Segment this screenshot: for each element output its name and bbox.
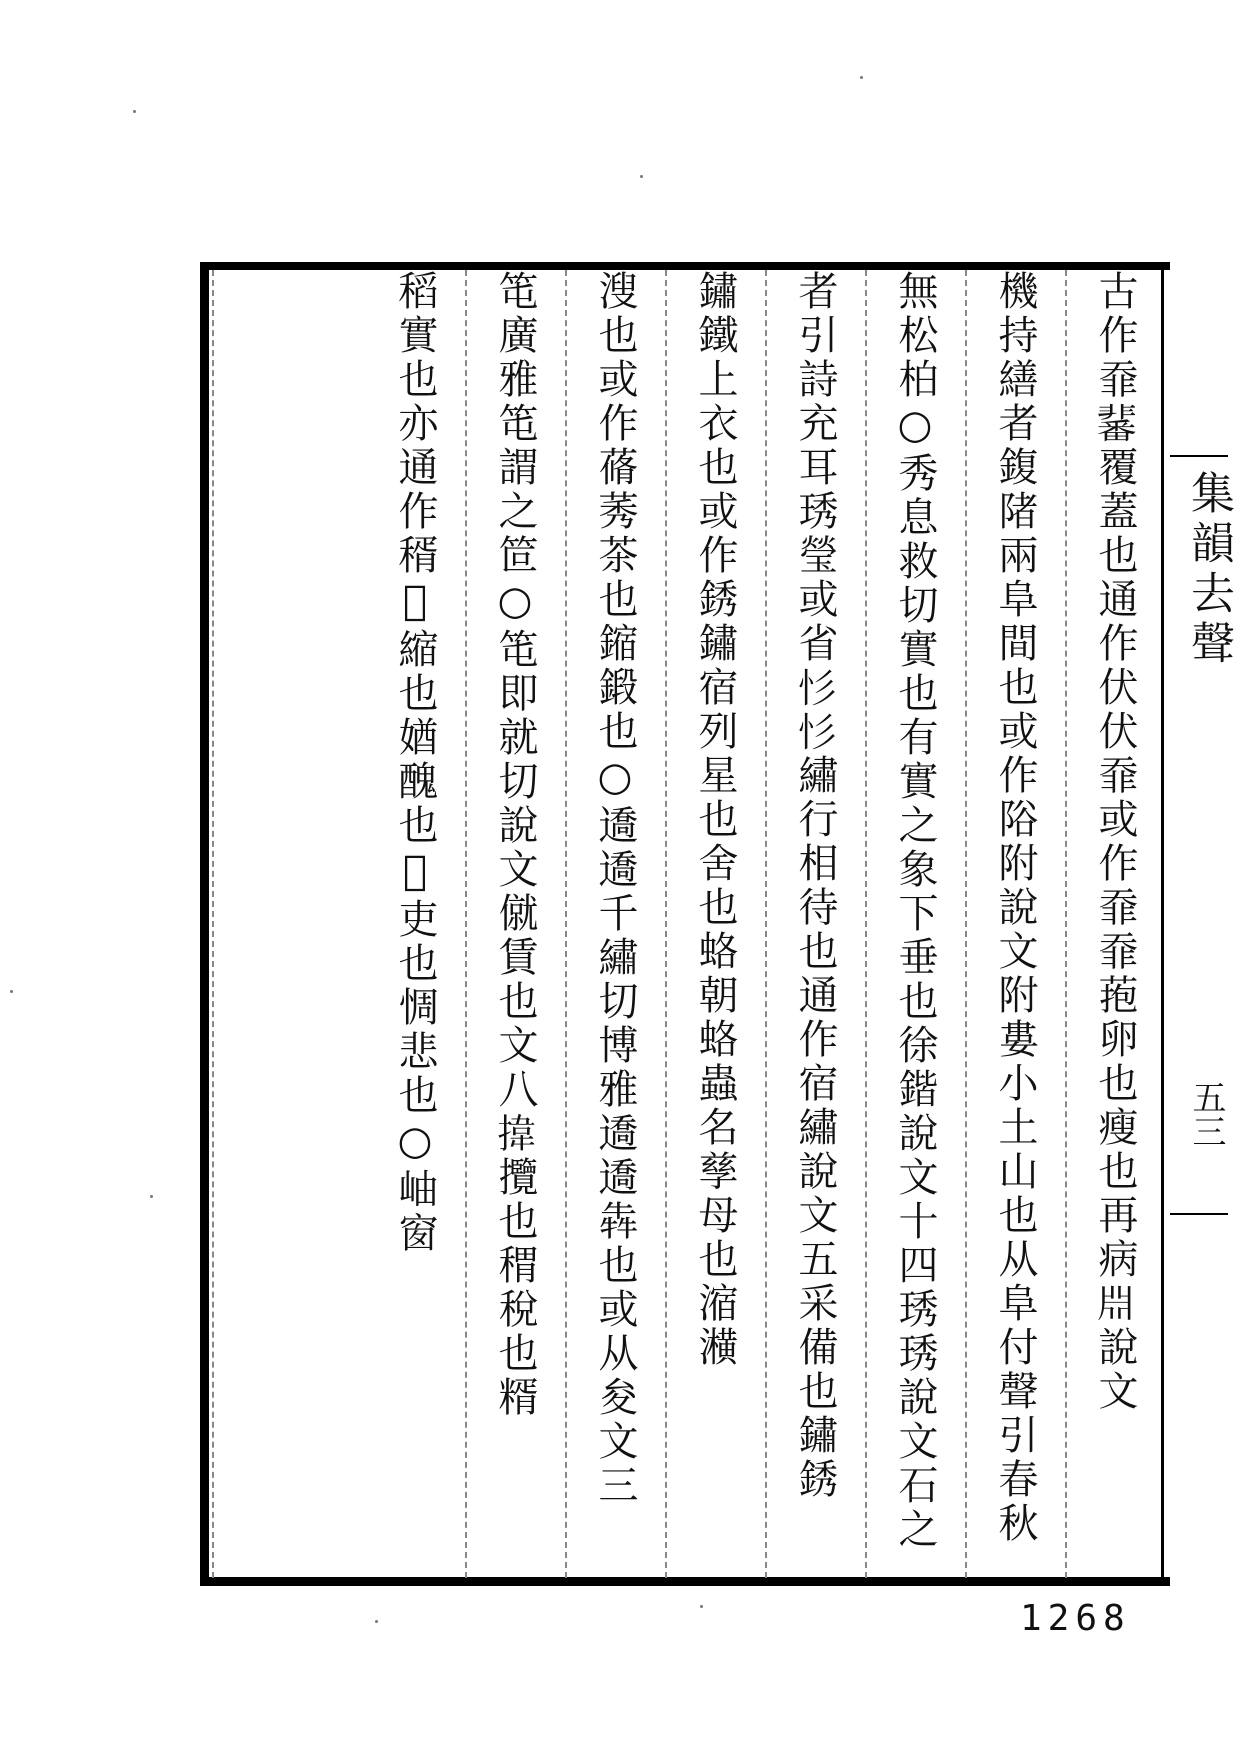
text-column-8: 稻實也亦通作稰𩟌縮也媨醜也𧩿吏也惆悲也○岫窗	[212, 270, 465, 1578]
speck	[375, 1620, 378, 1623]
text-column-1: 古作䨿𩈀覆蓋也通作伏伏䨿或作䨿䨿菢卵也瘦也再病𣶒說文	[1065, 270, 1165, 1578]
spine-title: 集韻去聲	[1183, 470, 1234, 670]
speck	[860, 76, 863, 79]
speck	[640, 175, 643, 178]
speck	[133, 110, 136, 113]
text-column-7: 𥫱廣雅𥫱謂之笸○𥫱即就切說文僦賃也文八𢯷攬也稩稅也糈	[465, 270, 565, 1578]
text-column-3: 無松柏○秀息救切實也有實之象下垂也徐鍇說文十四琇琇說文石之	[865, 270, 965, 1578]
text-column-2: 機持繕者鍑陼兩阜間也或作䧍附說文附婁小土山也从阜付聲引春秋	[965, 270, 1065, 1578]
speck	[150, 1195, 153, 1198]
text-column-6: 溲也或作蓨莠茶也鏥鍛也○䢪䢪千繡切博雅䢪䢪犇也或从夋文三	[565, 270, 665, 1578]
speck	[10, 990, 13, 993]
page-number: 1268	[1020, 1598, 1131, 1639]
text-column-5: 鏽鐵上衣也或作銹鏽宿列星也舍也蛒朝蛒蟲名孳母也㴼㶇	[665, 270, 765, 1578]
spine-number: 五三	[1186, 1080, 1226, 1148]
text-column-4: 者引詩充耳琇瑩或省𢒆𢒆繡行相待也通作宿繡說文五采備也鏽銹	[765, 270, 865, 1578]
speck	[700, 1605, 703, 1608]
